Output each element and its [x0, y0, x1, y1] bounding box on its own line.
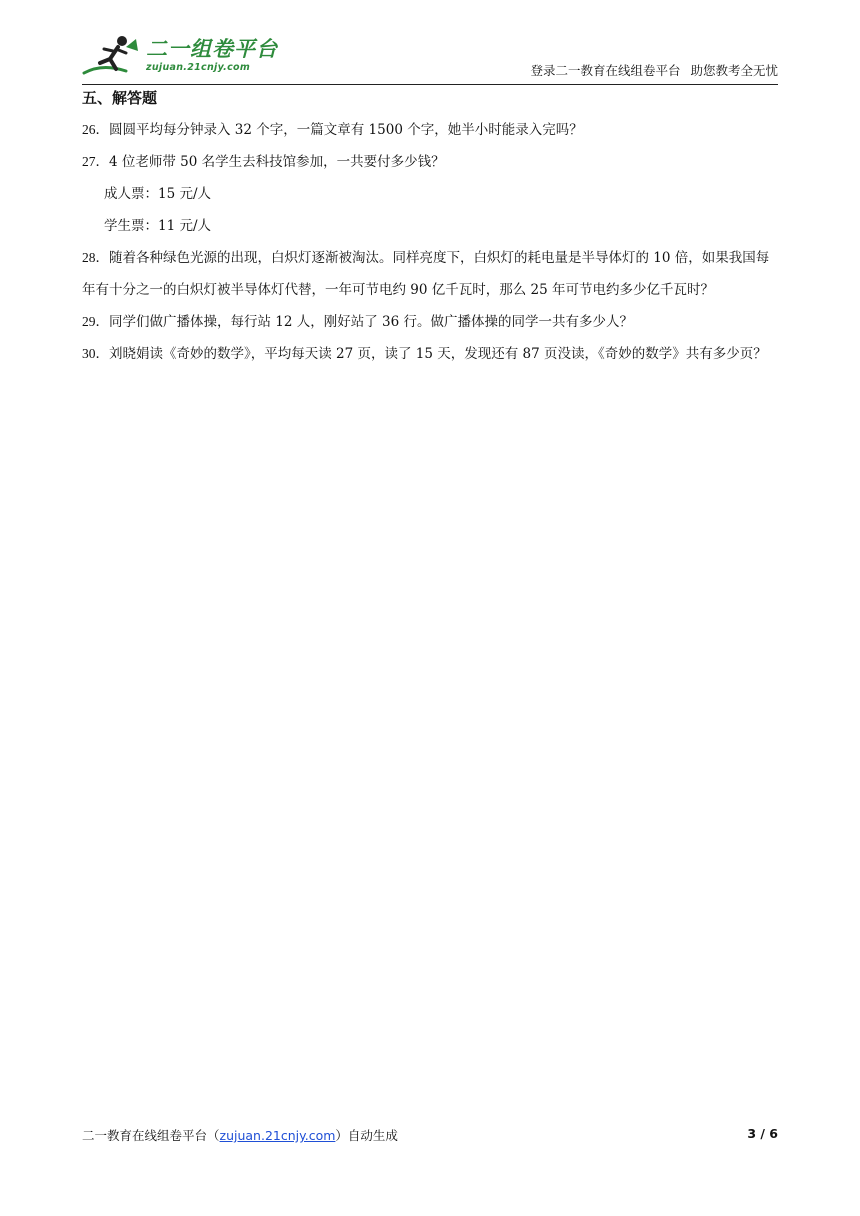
question-number: 29．	[82, 314, 109, 329]
question-text: 随着各种绿色光源的出现，白炽灯逐渐被淘汰。同样亮度下，白炽灯的耗电量是半导体灯的 10 倍，如果我国每年有十分之一的白炽灯被半导体灯代替，一年可节电约 90 亿千瓦时，那么 25 年可节电约多少亿千瓦时？	[82, 250, 770, 298]
page-header	[82, 30, 778, 84]
question-text: 同学们做广播体操，每行站 12 人，刚好站了 36 行。做广播体操的同学一共有多少人？	[109, 314, 634, 330]
section-title: 五、解答题	[82, 89, 158, 107]
footer-link[interactable]: zujuan.21cnjy.com	[219, 1128, 336, 1143]
tagline-right: 助您教考全无忧	[690, 63, 778, 78]
page-content	[82, 88, 778, 370]
question-text: 刘晓娟读《奇妙的数学》，平均每天读 27 页，读了 15 天，发现还有 87 页没读，《奇妙的数学》共有多少页？	[109, 346, 767, 362]
question-30	[82, 338, 778, 370]
logo-url: zujuan.21cnjy.com	[146, 62, 251, 74]
question-text: 圆圆平均每分钟录入 32 个字，一篇文章有 1500 个字，她半小时能录入完吗？	[109, 122, 583, 138]
adult-ticket-price: 成人票：15 元/人	[104, 186, 212, 202]
header-divider	[82, 84, 778, 85]
question-26	[82, 114, 778, 146]
tagline-left: 登录二一教育在线组卷平台	[530, 63, 681, 78]
question-number: 27．	[82, 154, 109, 169]
question-number: 30．	[82, 346, 109, 361]
page-footer	[82, 1126, 778, 1144]
logo[interactable]	[82, 30, 278, 82]
footer-source	[82, 1126, 398, 1144]
question-29	[82, 306, 778, 338]
header-tagline	[530, 61, 778, 79]
question-number: 28．	[82, 250, 109, 265]
student-ticket-price: 学生票：11 元/人	[104, 218, 212, 234]
footer-suffix: ）自动生成	[335, 1128, 398, 1143]
page-number: 3 / 6	[747, 1126, 778, 1141]
footer-prefix: 二一教育在线组卷平台（	[82, 1128, 220, 1143]
question-27	[82, 146, 778, 178]
question-number: 26．	[82, 122, 109, 137]
question-text: 4 位老师带 50 名学生去科技馆参加，一共要付多少钱？	[109, 154, 445, 170]
question-28	[82, 242, 778, 306]
logo-title: 二一组卷平台	[146, 37, 278, 62]
runner-logo-icon	[82, 33, 140, 79]
